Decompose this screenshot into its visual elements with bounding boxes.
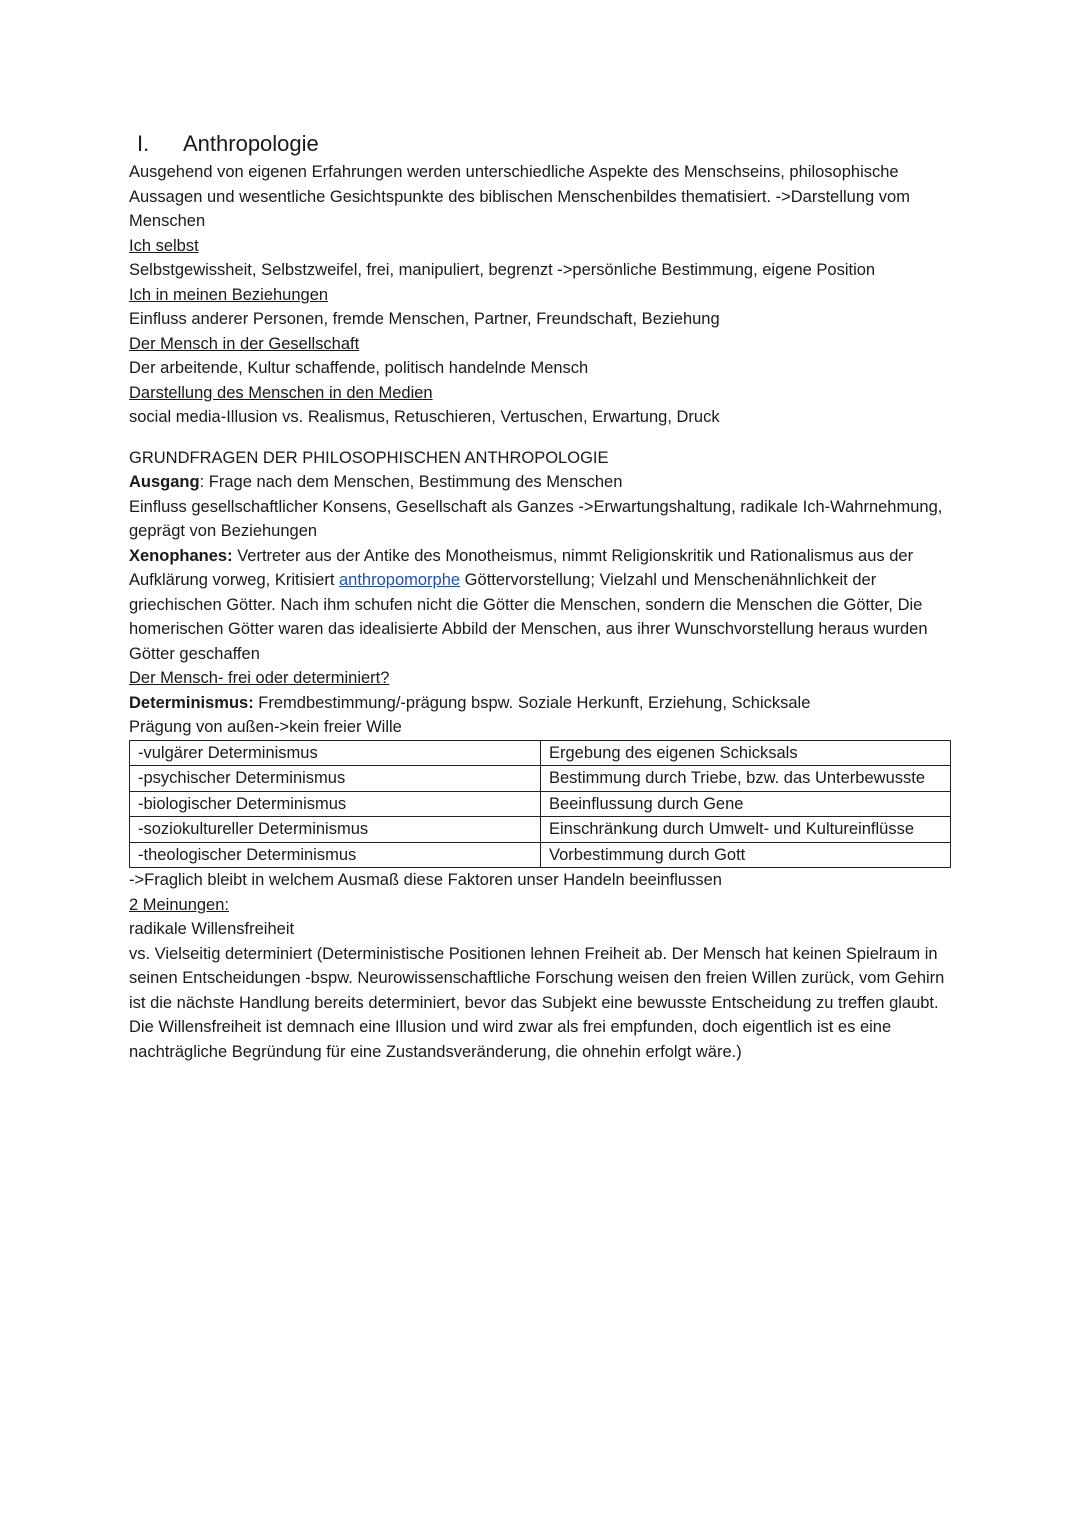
table-row	[130, 842, 951, 868]
ausgang-text: : Frage nach dem Menschen, Bestimmung des Menschen	[199, 473, 623, 491]
document-page	[129, 128, 953, 1064]
topic-heading-ich-selbst: Ich selbst	[129, 236, 199, 255]
radikal-line: radikale Willensfreiheit	[129, 920, 295, 938]
table-cell-desc: Ergebung des eigenen Schicksals	[541, 740, 951, 766]
topic-text-medien: social media-Illusion vs. Realismus, Retuschieren, Vertuschen, Erwartung, Druck	[129, 408, 720, 426]
topic-heading-beziehungen: Ich in meinen Beziehungen	[129, 285, 329, 304]
table-cell-type: -biologischer Determinismus	[130, 791, 541, 817]
topic-heading-medien: Darstellung des Menschen in den Medien	[129, 383, 433, 402]
xenophanes-paragraph	[129, 544, 953, 667]
anthropomorphe-link[interactable]: anthropomorphe	[339, 571, 461, 589]
topic-text-ich-selbst: Selbstgewissheit, Selbstzweifel, frei, manipuliert, begrenzt ->persönliche Bestimmung, eigene Position	[129, 261, 876, 279]
grundfragen-heading: GRUNDFRAGEN DER PHILOSOPHISCHEN ANTHROPOLOGIE	[129, 448, 609, 467]
table-row	[130, 817, 951, 843]
topic-text-gesellschaft: Der arbeitende, Kultur schaffende, politisch handelnde Mensch	[129, 359, 589, 377]
table-cell-desc: Beeinflussung durch Gene	[541, 791, 951, 817]
fraglich-line: ->Fraglich bleibt in welchem Ausmaß diese Faktoren unser Handeln beeinflussen	[129, 871, 722, 889]
table-cell-desc: Bestimmung durch Triebe, bzw. das Unterbewusste	[541, 766, 951, 792]
table-cell-type: -vulgärer Determinismus	[130, 740, 541, 766]
topic-heading-gesellschaft: Der Mensch in der Gesellschaft	[129, 334, 360, 353]
section-heading	[129, 128, 953, 160]
determinismus-paragraph	[129, 691, 953, 716]
table-cell-desc: Einschränkung durch Umwelt- und Kultureinflüsse	[541, 817, 951, 843]
table-row	[130, 791, 951, 817]
xenophanes-text-2: Göttervorstellung; Vielzahl und Menschenähnlichkeit der griechischen Götter. Nach ihm schufen nicht die Götter die Menschen, sondern die Menschen die Götter, Die homerischen Götter waren das idealisierte Abbild der Menschen, aus ihrer Wunschvorstellung heraus wurden Götter geschaffen	[129, 571, 928, 663]
section-title: Anthropologie	[183, 131, 319, 156]
table-cell-type: -psychischer Determinismus	[130, 766, 541, 792]
table-cell-desc: Vorbestimmung durch Gott	[541, 842, 951, 868]
ausgang-paragraph	[129, 470, 953, 495]
frage-heading: Der Mensch- frei oder determiniert?	[129, 669, 390, 687]
intro-paragraph: Ausgehend von eigenen Erfahrungen werden unterschiedliche Aspekte des Menschseins, philosophische Aussagen und wesentliche Gesichtspunkte des biblischen Menschenbildes thematisiert. ->Darstellung vom Menschen	[129, 163, 910, 230]
table-row	[130, 766, 951, 792]
xenophanes-text-1: Vertreter aus der Antike des Monotheismus, nimmt Religionskritik und Rationalismus aus der Aufklärung vorweg, Kritisiert	[129, 546, 914, 589]
vs-paragraph: vs. Vielseitig determiniert (Deterministische Positionen lehnen Freiheit ab. Der Mensch hat keinen Spielraum in seinen Entscheidungen -bspw. Neurowissenschaftliche Forschung weisen den freien Willen zurück, vom Gehirn ist die nächste Handlung bereits determiniert, bevor das Subjekt eine bewusste Entscheidung zu treffen glaubt. Die Willensfreiheit ist demnach eine Illusion und wird zwar als frei empfunden, doch eigentlich ist es eine nachträgliche Begründung für eine Zustandsveränderung, die ohnehin erfolgt wäre.)	[129, 944, 945, 1061]
determinismus-text: Fremdbestimmung/-prägung bspw. Soziale Herkunft, Erziehung, Schicksale	[253, 693, 811, 712]
table-cell-type: -soziokultureller Determinismus	[130, 817, 541, 843]
table-cell-type: -theologischer Determinismus	[130, 842, 541, 868]
meinungen-heading: 2 Meinungen:	[129, 895, 229, 914]
section-number: I.	[137, 131, 150, 156]
determinismus-table	[129, 740, 951, 869]
determinismus-label: Determinismus:	[129, 693, 254, 712]
xenophanes-label: Xenophanes:	[129, 546, 233, 565]
praegung-line: Prägung von außen->kein freier Wille	[129, 718, 402, 736]
table-row	[130, 740, 951, 766]
topic-text-beziehungen: Einfluss anderer Personen, fremde Menschen, Partner, Freundschaft, Beziehung	[129, 310, 720, 328]
einfluss-paragraph: Einfluss gesellschaftlicher Konsens, Gesellschaft als Ganzes ->Erwartungshaltung, radikale Ich-Wahrnehmung, geprägt von Beziehungen	[129, 497, 943, 540]
ausgang-label: Ausgang	[129, 473, 200, 491]
